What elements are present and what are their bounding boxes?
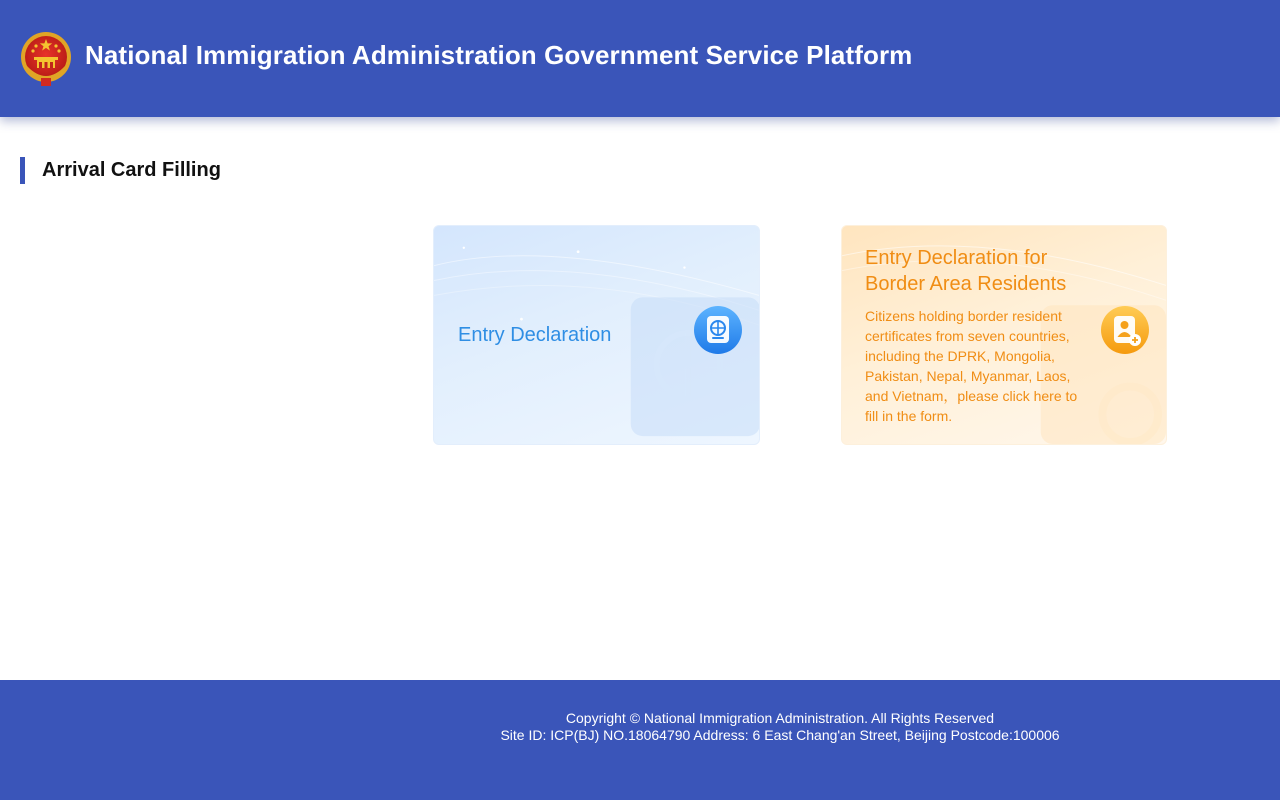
- footer-bar: [0, 680, 1280, 800]
- national-emblem-icon: [19, 30, 73, 88]
- section-heading: [20, 157, 221, 184]
- border-residents-declaration-card[interactable]: [841, 225, 1167, 445]
- passport-globe-icon: [693, 305, 743, 355]
- footer-site-info: Site ID: ICP(BJ) NO.18064790 Address: 6 East Chang'an Street, Beijing Postcode:100006: [500, 727, 1060, 743]
- platform-title: National Immigration Administration Government Service Platform: [85, 40, 913, 70]
- border-residents-title: Entry Declaration for Border Area Residents: [865, 247, 1067, 295]
- entry-declaration-card[interactable]: [433, 225, 760, 445]
- entry-declaration-title: Entry Declaration: [458, 324, 612, 346]
- header-bar: [0, 0, 1280, 117]
- border-residents-description: Citizens holding border resident certificates from seven countries, including the DPRK, Mongolia, Pakistan, Nepal, Myanmar, Laos, and Vietnam，please click here to fill in the form.: [865, 308, 1078, 424]
- section-accent-bar: [20, 157, 25, 184]
- resident-id-card-icon: [1100, 305, 1150, 355]
- footer-copyright: Copyright © National Immigration Administration. All Rights Reserved: [565, 710, 995, 726]
- section-title: Arrival Card Filling: [42, 159, 221, 181]
